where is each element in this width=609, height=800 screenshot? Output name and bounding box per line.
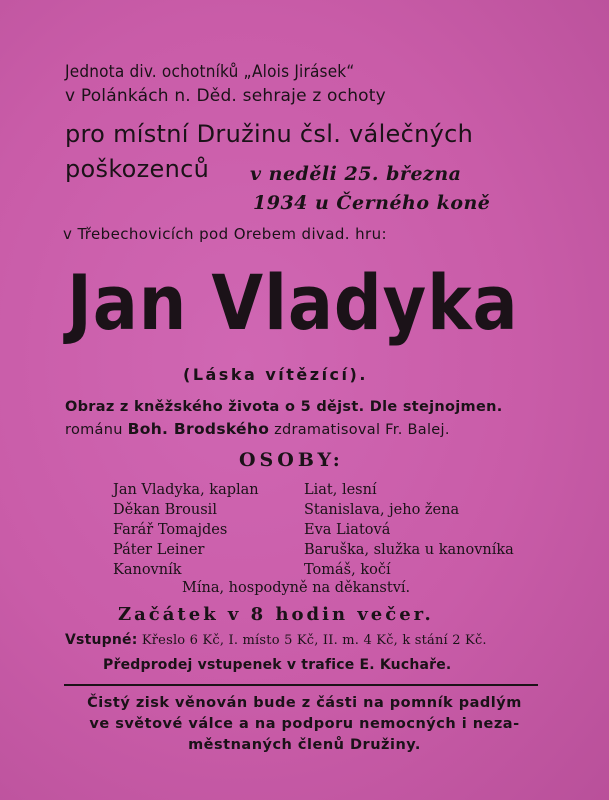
start-time: Začátek v 8 hodin večer. xyxy=(118,604,434,625)
cast-item: Děkan Brousil xyxy=(113,502,217,518)
purpose-line-2: poškozenců xyxy=(65,155,210,183)
divider xyxy=(64,684,538,686)
note-line-2: ve světové válce a na podporu nemocných i neza- xyxy=(89,716,520,732)
cast-item: Stanislava, jeho žena xyxy=(304,502,460,518)
cast-item-last: Mína, hospodyně na děkanství. xyxy=(182,580,411,596)
description-prefix: románu xyxy=(65,422,123,438)
play-title: Jan Vladyka xyxy=(67,258,519,347)
cast-item: Jan Vladyka, kaplan xyxy=(113,482,259,498)
entry-prices xyxy=(65,632,487,648)
place-line: v Třebechovicích pod Orebem divad. hru: xyxy=(63,225,387,243)
purpose-line-1: pro místní Družinu čsl. válečných xyxy=(65,120,474,148)
author-name: Boh. Brodského xyxy=(127,420,270,438)
cast-item: Kanovník xyxy=(113,562,182,578)
play-subtitle: (Láska vítězící). xyxy=(183,365,368,384)
description-suffix: zdramatisoval Fr. Balej. xyxy=(274,422,450,438)
cast-heading: OSOBY: xyxy=(239,449,344,471)
presale-info: Předprodej vstupenek v trafice E. Kuchaře. xyxy=(103,657,452,673)
cast-item: Farář Tomajdes xyxy=(113,522,228,538)
cast-item: Eva Liatová xyxy=(304,522,391,538)
cast-item: Tomáš, kočí xyxy=(304,562,391,578)
header-line-1: Jednota div. ochotníků „Alois Jirásek“ xyxy=(65,62,355,82)
cast-list-left xyxy=(113,480,259,580)
description-line-1: Obraz z kněžského života o 5 dějst. Dle stejnojmen. xyxy=(65,399,503,415)
cast-item: Páter Leiner xyxy=(113,542,205,558)
entry-price-list: Křeslo 6 Kč, I. místo 5 Kč, II. m. 4 Kč, k stání 2 Kč. xyxy=(141,633,487,648)
date-line-2: 1934 u Černého koně xyxy=(253,192,491,214)
cast-list-right xyxy=(304,480,514,580)
entry-label: Vstupné: xyxy=(65,632,138,648)
note-line-1: Čistý zisk věnován bude z části na pomník padlým xyxy=(87,695,522,711)
header-line-2: v Polánkách n. Děd. sehraje z ochoty xyxy=(65,86,386,106)
description-line-2 xyxy=(65,420,450,438)
cast-item: Liat, lesní xyxy=(304,482,377,498)
date-line-1: v neděli 25. března xyxy=(250,163,462,185)
note-line-3: městnaných členů Družiny. xyxy=(188,737,421,753)
cast-item: Baruška, služka u kanovníka xyxy=(304,542,514,558)
